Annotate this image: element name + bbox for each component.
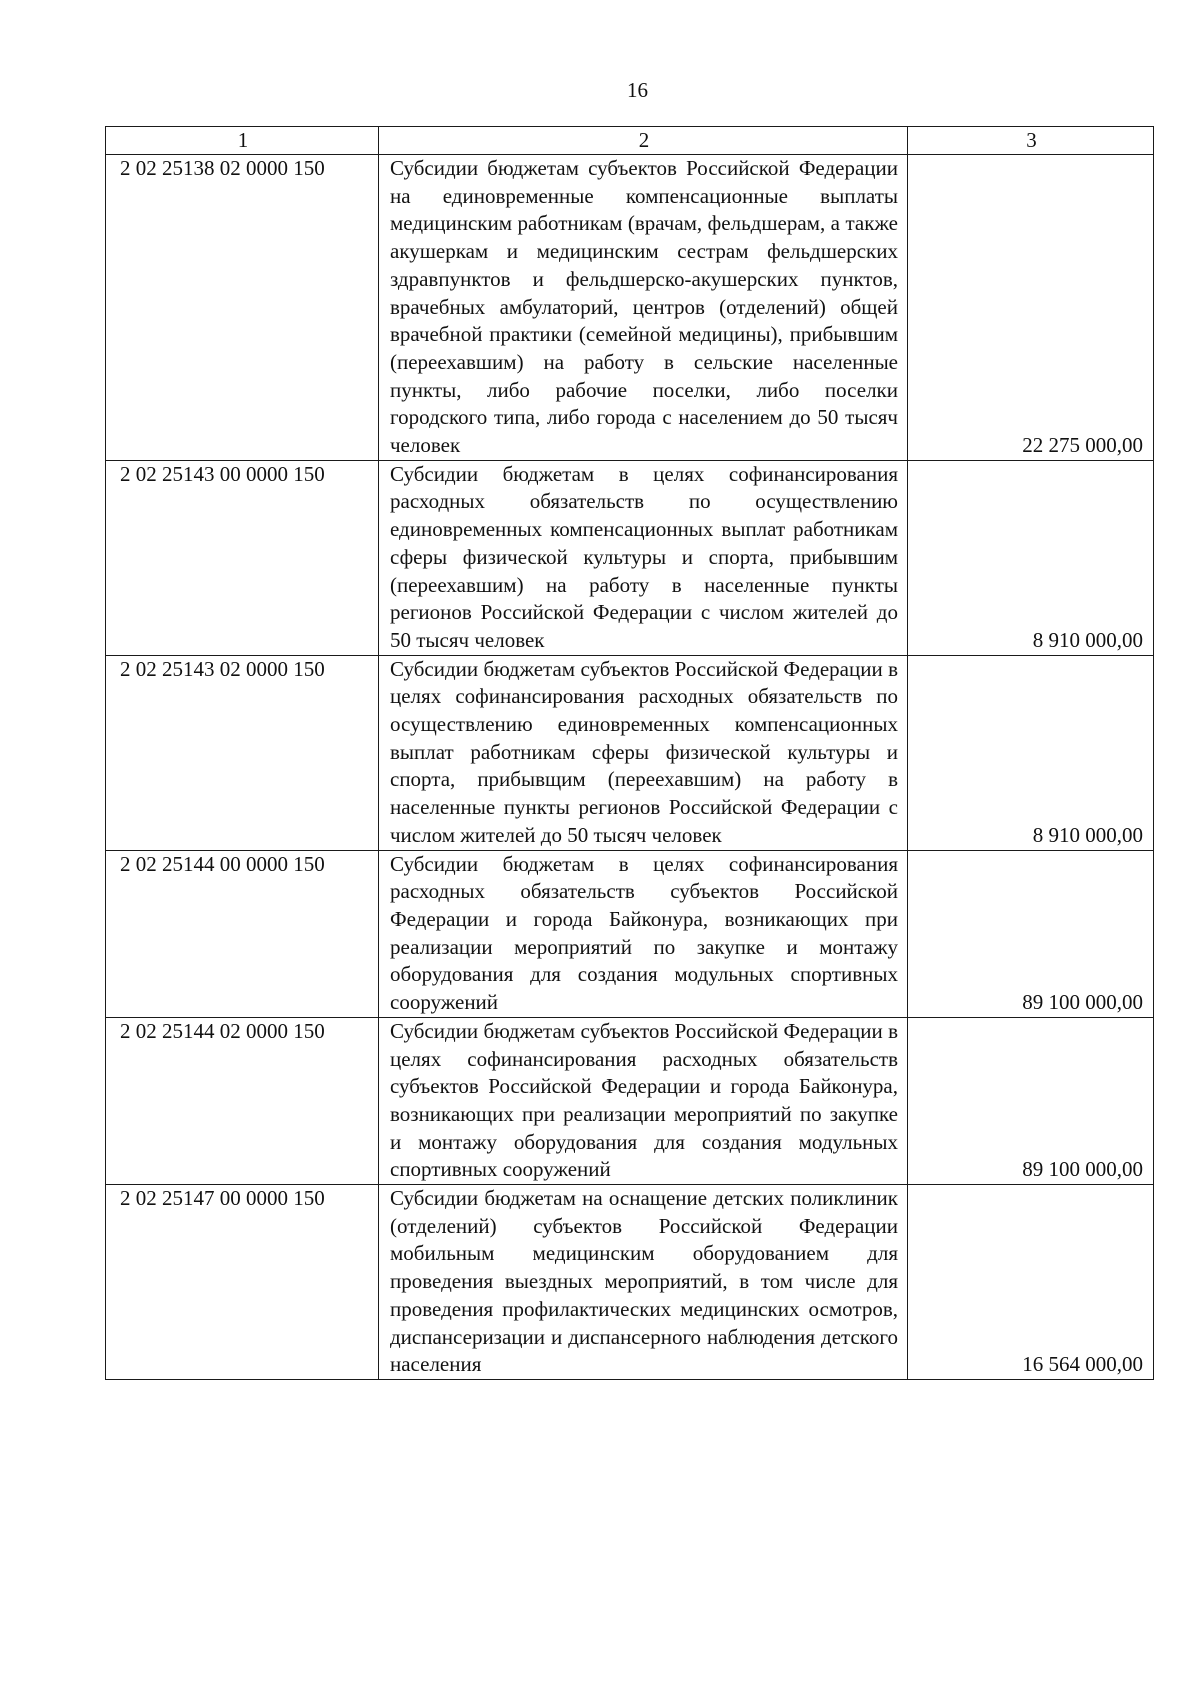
row-code: 2 02 25147 00 0000 150 (106, 1185, 379, 1380)
row-description: Субсидии бюджетам на оснащение детских поликлиник (отделений) субъектов Российской Федерации мобильным медицинским оборудованием для проведения выездных мероприятий, в том числе для проведения профилактических медицинских осмотров, диспансеризации и диспансерного наблюдения детского населения (379, 1185, 908, 1380)
row-code: 2 02 25143 02 0000 150 (106, 655, 379, 850)
row-code: 2 02 25144 00 0000 150 (106, 850, 379, 1017)
column-header-amount: 3 (908, 127, 1154, 155)
table-row (106, 155, 1154, 461)
row-code: 2 02 25143 00 0000 150 (106, 460, 379, 655)
table-header-row (106, 127, 1154, 155)
table-row (106, 850, 1154, 1017)
row-code: 2 02 25138 02 0000 150 (106, 155, 379, 461)
table-row (106, 1017, 1154, 1184)
table-row (106, 655, 1154, 850)
row-description: Субсидии бюджетам субъектов Российской Федерации на единовременные компенсационные выплаты медицинским работникам (врачам, фельдшерам, а также акушеркам и медицинским сестрам фельдшерских здравпунктов и фельдшерско-акушерских пунктов, врачебных амбулаторий, центров (отделений) общей врачебной практики (семейной медицины), прибывшим (переехавшим) на работу в сельские населенные пункты, либо рабочие поселки, либо поселки городского типа, либо города с населением до 50 тысяч человек (379, 155, 908, 461)
row-description: Субсидии бюджетам субъектов Российской Федерации в целях софинансирования расходных обязательств по осуществлению единовременных компенсационных выплат работникам сферы физической культуры и спорта, прибывщим (переехавшим) на работу в населенные пункты регионов Российской Федерации с числом жителей до 50 тысяч человек (379, 655, 908, 850)
row-code: 2 02 25144 02 0000 150 (106, 1017, 379, 1184)
row-description: Субсидии бюджетам в целях софинансирования расходных обязательств по осуществлению единовременных компенсационных выплат работникам сферы физической культуры и спорта, прибывшим (переехавшим) на работу в населенные пункты регионов Российской Федерации с числом жителей до 50 тысяч человек (379, 460, 908, 655)
page-number: 16 (627, 78, 648, 102)
column-header-description: 2 (379, 127, 908, 155)
row-amount: 89 100 000,00 (908, 1017, 1154, 1184)
row-amount: 8 910 000,00 (908, 655, 1154, 850)
table-row (106, 1185, 1154, 1380)
row-amount: 16 564 000,00 (908, 1185, 1154, 1380)
column-header-code: 1 (106, 127, 379, 155)
row-amount: 22 275 000,00 (908, 155, 1154, 461)
budget-revenue-table (105, 126, 1154, 1380)
row-description: Субсидии бюджетам в целях софинансирования расходных обязательств субъектов Российской Федерации и города Байконура, возникающих при реализации мероприятий по закупке и монтажу оборудования для создания модульных спортивных сооружений (379, 850, 908, 1017)
row-amount: 89 100 000,00 (908, 850, 1154, 1017)
table-row (106, 460, 1154, 655)
row-description: Субсидии бюджетам субъектов Российской Федерации в целях софинансирования расходных обязательств субъектов Российской Федерации и города Байконура, возникающих при реализации мероприятий по закупке и монтажу оборудования для создания модульных спортивных сооружений (379, 1017, 908, 1184)
row-amount: 8 910 000,00 (908, 460, 1154, 655)
